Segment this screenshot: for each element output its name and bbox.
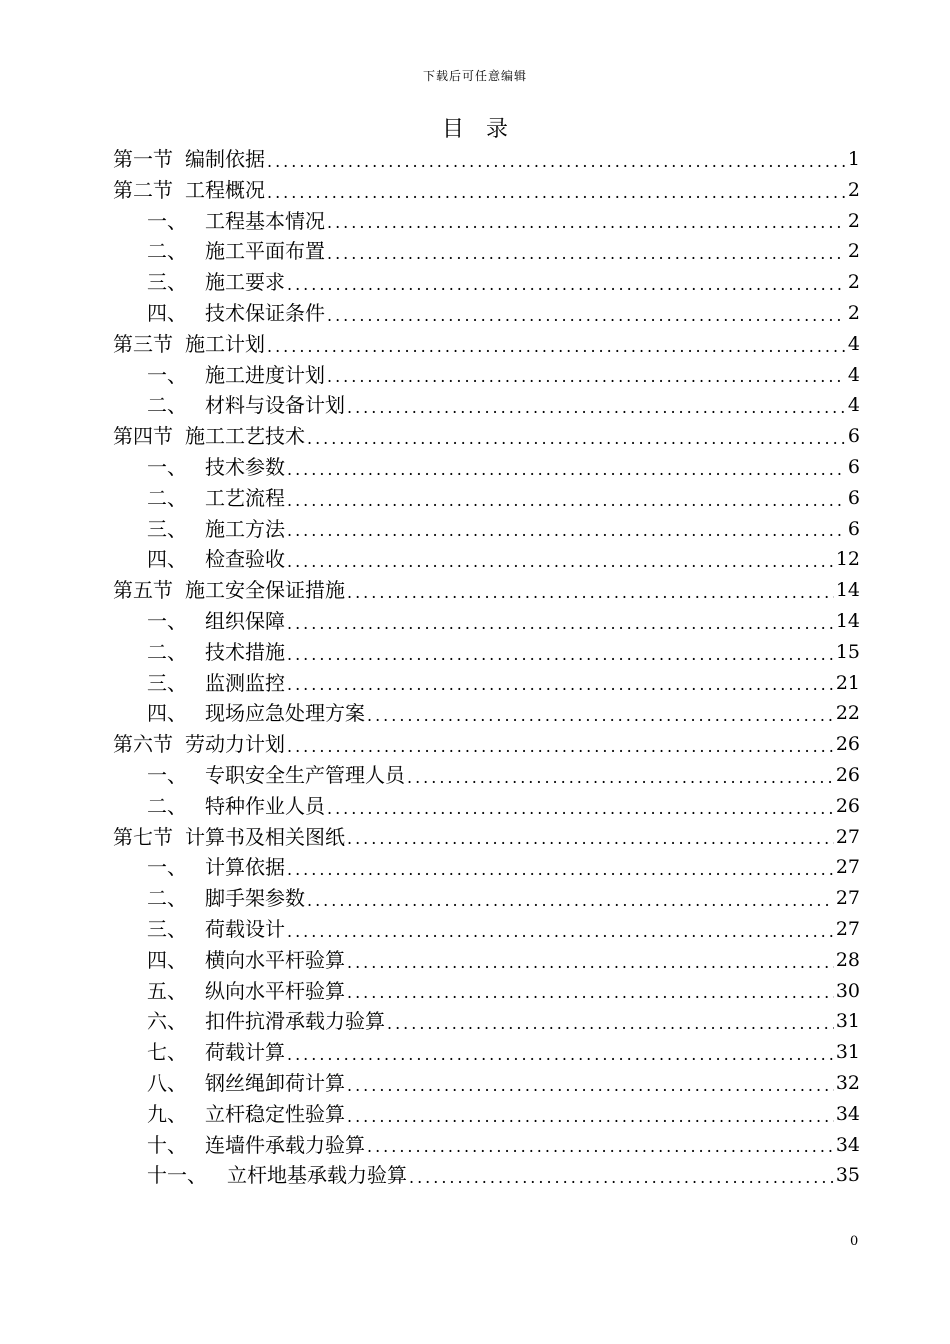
- table-of-contents: [113, 144, 860, 1191]
- toc-entry-page: 28: [835, 948, 860, 971]
- toc-entry[interactable]: [113, 914, 860, 945]
- toc-entry-number: 三、: [147, 670, 187, 695]
- toc-entry-number: 第五节: [113, 578, 173, 603]
- toc-entry-number: 八、: [147, 1070, 187, 1095]
- toc-entry[interactable]: [113, 483, 860, 514]
- toc-entry-title: 检查验收: [205, 547, 285, 572]
- toc-entry-title: 技术保证条件: [205, 300, 325, 325]
- toc-entry[interactable]: [113, 760, 860, 791]
- toc-leader-dots: [267, 149, 846, 175]
- toc-entry-number: 第三节: [113, 331, 173, 356]
- toc-entry-page: 27: [835, 856, 860, 879]
- toc-entry-number: 第四节: [113, 424, 173, 449]
- toc-entry-number: 一、: [147, 762, 187, 787]
- toc-entry-number: 一、: [147, 208, 187, 233]
- toc-entry-title: 工艺流程: [205, 485, 285, 510]
- toc-entry-number: 二、: [147, 239, 187, 264]
- toc-entry-number: 六、: [147, 1009, 187, 1034]
- toc-entry-number: 一、: [147, 454, 187, 479]
- toc-leader-dots: [347, 395, 846, 421]
- toc-entry-number: 三、: [147, 916, 187, 941]
- toc-entry-page: 2: [847, 271, 860, 294]
- toc-entry[interactable]: [113, 852, 860, 883]
- toc-entry[interactable]: [113, 514, 860, 545]
- toc-entry-title: 扣件抗滑承载力验算: [205, 1009, 385, 1034]
- toc-leader-dots: [287, 919, 834, 945]
- toc-entry-number: 一、: [147, 608, 187, 633]
- toc-entry-number: 九、: [147, 1101, 187, 1126]
- toc-entry-page: 1: [847, 148, 860, 170]
- toc-entry-title: 施工工艺技术: [185, 424, 305, 449]
- toc-leader-dots: [287, 1042, 834, 1068]
- toc-entry[interactable]: [113, 144, 860, 175]
- toc-entry-page: 4: [847, 394, 860, 417]
- toc-entry-number: 第二节: [113, 177, 173, 202]
- toc-entry[interactable]: [113, 883, 860, 914]
- toc-entry-title: 技术措施: [205, 639, 285, 664]
- toc-entry-page: 21: [835, 671, 860, 694]
- toc-entry-title: 立杆稳定性验算: [205, 1101, 345, 1126]
- toc-entry-page: 2: [847, 209, 860, 232]
- toc-entry-title: 编制依据: [185, 147, 265, 171]
- toc-entry-page: 30: [835, 979, 860, 1002]
- toc-entry-page: 27: [835, 887, 860, 910]
- toc-leader-dots: [287, 857, 834, 883]
- toc-leader-dots: [327, 364, 846, 390]
- toc-entry-page: 6: [847, 455, 860, 478]
- toc-entry-title: 计算书及相关图纸: [185, 824, 345, 849]
- toc-entry-title: 钢丝绳卸荷计算: [205, 1070, 345, 1095]
- toc-leader-dots: [407, 765, 834, 791]
- toc-leader-dots: [287, 272, 846, 298]
- toc-entry-number: 一、: [147, 855, 187, 880]
- toc-leader-dots: [327, 210, 846, 236]
- toc-entry-number: 二、: [147, 793, 187, 818]
- toc-entry[interactable]: [113, 1037, 860, 1068]
- toc-entry-number: 七、: [147, 1040, 187, 1065]
- toc-title: 目 录: [441, 117, 508, 142]
- toc-entry-page: 6: [847, 517, 860, 540]
- toc-entry-page: 4: [847, 332, 860, 355]
- toc-leader-dots: [307, 426, 846, 452]
- toc-entry-title: 连墙件承载力验算: [205, 1132, 365, 1157]
- toc-entry-number: 二、: [147, 485, 187, 510]
- toc-leader-dots: [287, 611, 834, 637]
- toc-entry[interactable]: [113, 606, 860, 637]
- toc-entry-page: 14: [835, 579, 860, 602]
- toc-entry-number: 二、: [147, 639, 187, 664]
- toc-entry[interactable]: [113, 267, 860, 298]
- toc-entry-title: 施工安全保证措施: [185, 578, 345, 603]
- toc-leader-dots: [287, 549, 834, 575]
- toc-entry[interactable]: [113, 360, 860, 391]
- toc-entry-page: 12: [835, 548, 860, 571]
- toc-entry-title: 劳动力计划: [185, 732, 285, 757]
- toc-entry-number: 二、: [147, 886, 187, 911]
- toc-leader-dots: [347, 580, 834, 606]
- toc-entry-title: 施工进度计划: [205, 362, 325, 387]
- toc-leader-dots: [367, 703, 834, 729]
- toc-entry-title: 施工平面布置: [205, 239, 325, 264]
- toc-entry-page: 26: [835, 794, 860, 817]
- toc-leader-dots: [267, 334, 846, 360]
- page-header: 下载后可任意编辑: [422, 69, 527, 83]
- toc-entry[interactable]: [113, 945, 860, 976]
- toc-entry-title: 荷载计算: [205, 1040, 285, 1065]
- toc-entry-page: 26: [835, 763, 860, 786]
- toc-leader-dots: [287, 642, 834, 668]
- toc-entry-title: 材料与设备计划: [205, 393, 345, 418]
- toc-entry[interactable]: [113, 390, 860, 421]
- toc-leader-dots: [307, 888, 834, 914]
- toc-entry-page: 14: [835, 609, 860, 632]
- toc-entry-title: 脚手架参数: [205, 886, 305, 911]
- toc-entry-page: 34: [835, 1102, 860, 1125]
- toc-entry[interactable]: [113, 668, 860, 699]
- toc-entry[interactable]: [113, 421, 860, 452]
- toc-leader-dots: [327, 303, 846, 329]
- toc-entry[interactable]: [113, 1068, 860, 1099]
- toc-entry[interactable]: [113, 236, 860, 267]
- toc-entry[interactable]: [113, 1160, 860, 1191]
- toc-entry[interactable]: [113, 329, 860, 360]
- toc-entry-title: 荷载设计: [205, 916, 285, 941]
- toc-entry-title: 工程基本情况: [205, 208, 325, 233]
- toc-entry[interactable]: [113, 298, 860, 329]
- toc-entry-title: 组织保障: [205, 608, 285, 633]
- toc-entry-number: 一、: [147, 362, 187, 387]
- toc-entry-number: 五、: [147, 978, 187, 1003]
- toc-entry-number: 十、: [147, 1132, 187, 1157]
- toc-entry-number: 四、: [147, 300, 187, 325]
- page-number: 0: [850, 1234, 859, 1249]
- toc-leader-dots: [347, 950, 834, 976]
- toc-entry-title: 纵向水平杆验算: [205, 978, 345, 1003]
- toc-entry[interactable]: [113, 729, 860, 760]
- toc-entry[interactable]: [113, 791, 860, 822]
- toc-entry-page: 2: [847, 240, 860, 263]
- toc-entry[interactable]: [113, 1006, 860, 1037]
- toc-leader-dots: [367, 1134, 834, 1160]
- toc-leader-dots: [287, 734, 834, 760]
- toc-entry-title: 施工计划: [185, 331, 265, 356]
- toc-entry-title: 专职安全生产管理人员: [205, 762, 405, 787]
- toc-entry-number: 四、: [147, 701, 187, 726]
- toc-entry-number: 四、: [147, 947, 187, 972]
- toc-entry-number: 三、: [147, 516, 187, 541]
- toc-entry-number: 十一、: [147, 1163, 207, 1188]
- toc-leader-dots: [347, 826, 834, 852]
- toc-leader-dots: [347, 1104, 834, 1130]
- toc-entry-title: 监测监控: [205, 670, 285, 695]
- toc-entry-page: 6: [847, 425, 860, 448]
- toc-leader-dots: [287, 672, 834, 698]
- toc-entry-page: 22: [835, 702, 860, 725]
- toc-entry-number: 第七节: [113, 824, 173, 849]
- toc-entry-title: 施工要求: [205, 270, 285, 295]
- toc-entry-title: 横向水平杆验算: [205, 947, 345, 972]
- toc-entry-title: 施工方法: [205, 516, 285, 541]
- toc-leader-dots: [347, 1073, 834, 1099]
- toc-leader-dots: [327, 241, 846, 267]
- toc-entry-number: 三、: [147, 270, 187, 295]
- toc-entry[interactable]: [113, 637, 860, 668]
- toc-entry-page: 15: [835, 640, 860, 663]
- toc-entry-page: 27: [835, 825, 860, 848]
- toc-entry-title: 技术参数: [205, 454, 285, 479]
- toc-entry-number: 第一节: [113, 147, 173, 171]
- toc-entry[interactable]: [113, 822, 860, 853]
- toc-leader-dots: [287, 518, 846, 544]
- toc-entry-page: 32: [835, 1071, 860, 1094]
- toc-entry-page: 35: [835, 1164, 860, 1187]
- toc-entry-page: 27: [835, 917, 860, 940]
- toc-entry[interactable]: [113, 698, 860, 729]
- toc-entry[interactable]: [113, 452, 860, 483]
- toc-entry-page: 34: [835, 1133, 860, 1156]
- toc-entry-title: 现场应急处理方案: [205, 701, 365, 726]
- toc-entry-page: 31: [835, 1010, 860, 1033]
- toc-leader-dots: [287, 488, 846, 514]
- toc-entry[interactable]: [113, 1130, 860, 1161]
- toc-entry-title: 立杆地基承载力验算: [227, 1163, 407, 1188]
- toc-entry-title: 特种作业人员: [205, 793, 325, 818]
- toc-entry[interactable]: [113, 976, 860, 1007]
- toc-leader-dots: [267, 180, 846, 206]
- toc-leader-dots: [287, 457, 846, 483]
- toc-entry-title: 工程概况: [185, 177, 265, 202]
- toc-entry-page: 2: [847, 178, 860, 201]
- toc-entry-title: 计算依据: [205, 855, 285, 880]
- toc-entry-page: 6: [847, 486, 860, 509]
- toc-leader-dots: [347, 980, 834, 1006]
- toc-entry-number: 四、: [147, 547, 187, 572]
- toc-leader-dots: [387, 1011, 834, 1037]
- toc-entry-page: 2: [847, 301, 860, 324]
- toc-entry[interactable]: [113, 575, 860, 606]
- toc-entry-page: 26: [835, 733, 860, 756]
- toc-entry-page: 4: [847, 363, 860, 386]
- toc-entry-page: 31: [835, 1041, 860, 1064]
- toc-entry[interactable]: [113, 206, 860, 237]
- toc-entry-number: 二、: [147, 393, 187, 418]
- toc-entry[interactable]: [113, 544, 860, 575]
- toc-entry[interactable]: [113, 175, 860, 206]
- toc-leader-dots: [409, 1165, 834, 1191]
- toc-entry[interactable]: [113, 1099, 860, 1130]
- toc-entry-number: 第六节: [113, 732, 173, 757]
- toc-leader-dots: [327, 796, 834, 822]
